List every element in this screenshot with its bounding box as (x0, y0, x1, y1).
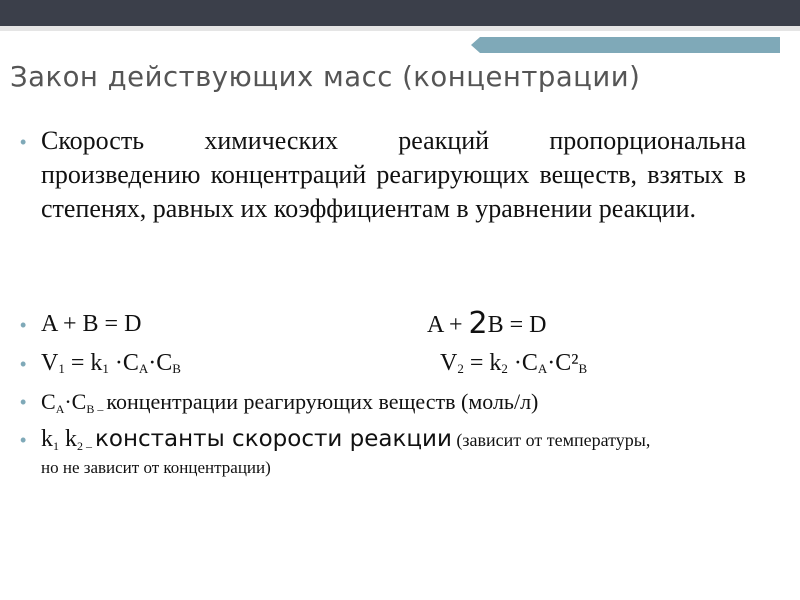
formula-subscript: A (138, 361, 149, 376)
equation-line-1 (41, 306, 547, 341)
equation-right-part: A + (427, 312, 469, 338)
formula-subscript: B (578, 361, 588, 376)
formula-part: ·C (64, 389, 87, 414)
page-title: Закон действующих масс (концентрации) (10, 61, 641, 93)
formula-subscript: A (55, 402, 65, 416)
top-bar-stripe (0, 26, 800, 31)
concentration-description: концентрации реагирующих веществ (моль/л) (106, 389, 539, 414)
bullet-dot: • (20, 354, 27, 374)
bullet-dot: • (20, 132, 27, 152)
formula-part: V (41, 350, 59, 376)
formula-subscript: 2 (501, 361, 508, 376)
formula-part: ·C² (547, 350, 579, 376)
coefficient-2: 2 (468, 306, 488, 341)
constants-description: константы скорости реакции (95, 426, 452, 452)
formula-part: C (41, 389, 56, 414)
formula-part: k (41, 426, 53, 452)
formula-part: ·C (148, 350, 173, 376)
rate-formula-2 (440, 348, 587, 384)
formula-part: = k (463, 350, 502, 376)
equation-right (427, 306, 547, 341)
top-bar (0, 0, 800, 26)
formula-subscript: 2 (77, 439, 83, 453)
dash: – (83, 439, 95, 453)
constants-note: (зависит от температуры, (451, 430, 651, 450)
formula-subscript: 1 (53, 439, 59, 453)
bullet-dot: • (20, 430, 27, 450)
formula-part: ·C (108, 350, 139, 376)
formula-subscript: B (86, 402, 95, 416)
formula-part: k (59, 426, 77, 452)
formula-part: = k (64, 350, 103, 376)
formula-part: ·C (507, 350, 538, 376)
concentration-line (41, 387, 538, 424)
equation-right-part: B = D (487, 312, 547, 338)
formula-subscript: B (172, 361, 181, 376)
accent-bar (480, 37, 780, 53)
bullet-dot: • (20, 315, 27, 335)
formula-part: V (440, 350, 458, 376)
constants-note-line-2: но не зависит от концентрации) (41, 458, 271, 477)
formula-subscript: 1 (58, 361, 65, 376)
formula-subscript: 1 (102, 361, 109, 376)
bullet-dot: • (20, 392, 27, 412)
rate-formula-1 (41, 350, 181, 376)
formula-subscript: A (537, 361, 548, 376)
rate-formula-line (41, 348, 588, 384)
definition-text: Скорость химических реакций пропорциональна произведению концентраций реагирующих веществ, взятых в степенях, равных их коэффициентам в уравнении реакции. (41, 126, 746, 223)
equation-left: A + B = D (41, 311, 142, 337)
dash: – (94, 402, 107, 416)
formula-subscript: 2 (457, 361, 464, 376)
constants-line (41, 424, 650, 461)
